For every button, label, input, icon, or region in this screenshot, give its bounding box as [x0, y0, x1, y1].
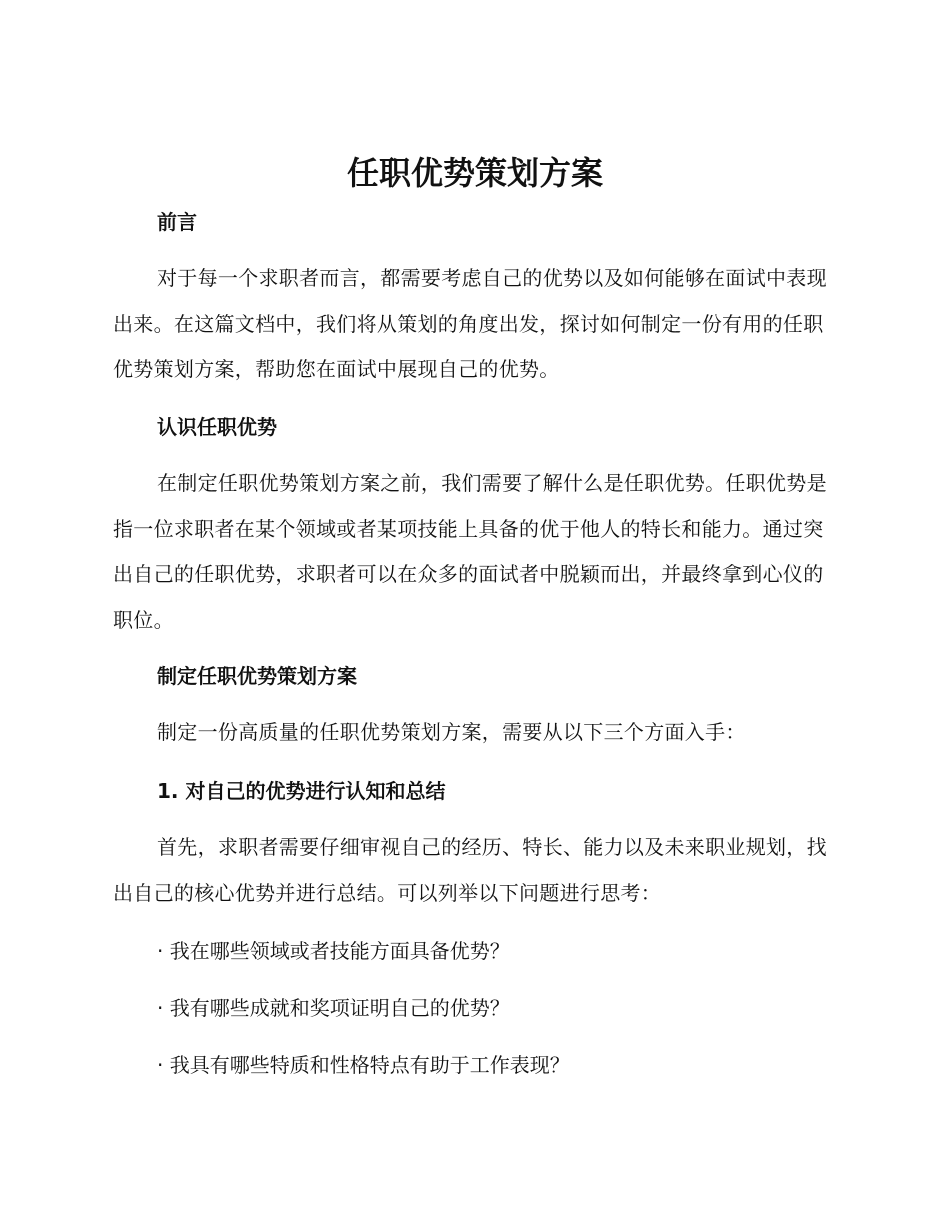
- paragraph-step1: 首先，求职者需要仔细审视自己的经历、特长、能力以及未来职业规划，找出自己的核心优势并进行总结。可以列举以下问题进行思考：: [113, 835, 827, 905]
- paragraph-understand: 在制定任职优势策划方案之前，我们需要了解什么是任职优势。任职优势是指一位求职者在某个领域或者某项技能上具备的优于他人的特长和能力。通过突出自己的任职优势，求职者可以在众多的面试者中脱颖而出，并最终拿到心仪的职位。: [113, 471, 827, 632]
- paragraph-plan: 制定一份高质量的任职优势策划方案，需要从以下三个方面入手：: [157, 720, 746, 744]
- section-heading-preface: 前言: [157, 210, 197, 234]
- document-title: 任职优势策划方案: [346, 154, 603, 192]
- section-heading-step1: 1. 对自己的优势进行认知和总结: [157, 779, 446, 803]
- section-heading-understand: 认识任职优势: [157, 415, 277, 439]
- list-item-question: · 我有哪些成就和奖项证明自己的优势？: [157, 996, 510, 1020]
- list-item-question: · 我具有哪些特质和性格特点有助于工作表现？: [157, 1053, 570, 1077]
- section-heading-plan: 制定任职优势策划方案: [157, 664, 357, 688]
- list-item-question: · 我在哪些领域或者技能方面具备优势？: [157, 939, 510, 963]
- paragraph-preface: 对于每一个求职者而言，都需要考虑自己的优势以及如何能够在面试中表现出来。在这篇文档中，我们将从策划的角度出发，探讨如何制定一份有用的任职优势策划方案，帮助您在面试中展现自己的优势。: [113, 266, 827, 381]
